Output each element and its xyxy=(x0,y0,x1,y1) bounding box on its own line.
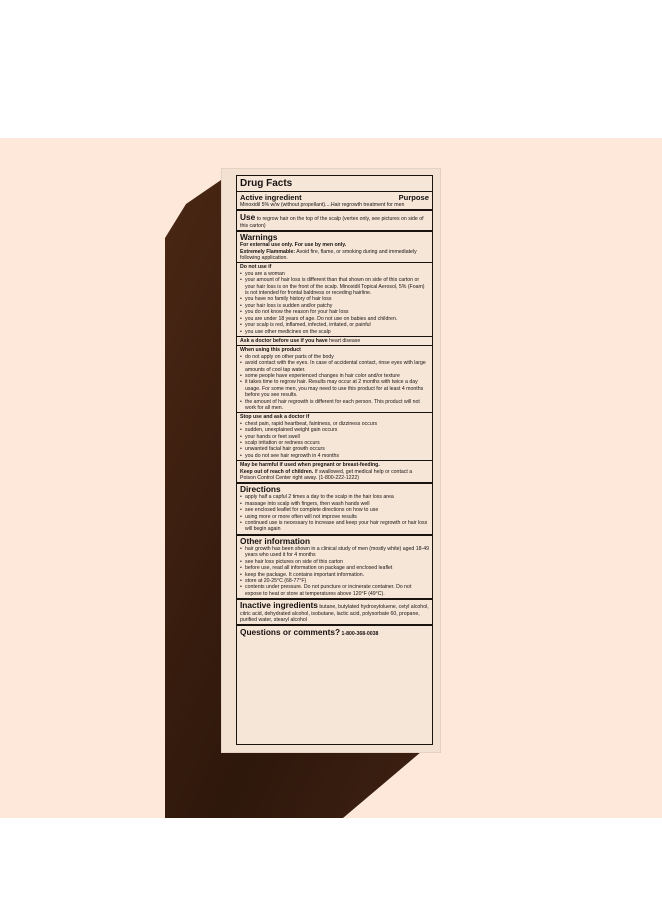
list-item: • unwanted facial hair growth occurs xyxy=(240,446,429,452)
pregnancy-warning: May be harmful if used when pregnant or breast-feeding. xyxy=(240,462,380,469)
list-item: • you have no family history of hair loss xyxy=(240,296,429,302)
inactive-ingredients-section xyxy=(240,600,429,623)
list-item: • avoid contact with the eyes. In case of accidental contact, rinse eyes with large amounts of cool tap water. xyxy=(240,360,429,373)
list-item: • you do not know the reason for your hair loss xyxy=(240,309,429,315)
drug-facts-title: Drug Facts xyxy=(240,178,293,189)
list-item: • your scalp is red, inflamed, infected, irritated, or painful xyxy=(240,322,429,328)
ask-doctor-label: Ask a doctor before use if you have xyxy=(240,337,328,344)
flammable-warning xyxy=(240,249,429,262)
list-item: • store at 20-25°C (68-77°F) xyxy=(240,578,429,584)
list-item: • the amount of hair regrowth is different for each person. This product will not work for all men. xyxy=(240,399,429,412)
children-text: If swallowed, get medical help or contact a Poison Control Center right away. (1-800-222-1222) xyxy=(240,468,413,482)
list-item: • do not apply on other parts of the body xyxy=(240,354,429,360)
inactive-ingredients-text: butane, butylated hydroxytoluene, cetyl alcohol, citric acid, dehydrated alcohol, isobutane, lactic acid, polysorbate 60, propane, purified water, stearyl alcohol xyxy=(240,604,429,623)
active-ingredient-line: Minoxidil 5% w/w (without propellant)....Hair regrowth treatment for men xyxy=(240,202,405,208)
questions-phone: 1-800-368-0038 xyxy=(341,631,379,638)
list-item: • see hair loss pictures on side of this carton xyxy=(240,559,429,565)
list-item: • it takes time to regrow hair. Results may occur at 2 months with twice a day usage. For some men, you may need to use this product for at least 4 months before you see results. xyxy=(240,379,429,398)
when-using-list xyxy=(240,354,429,412)
list-item: • you use other medicines on the scalp xyxy=(240,329,429,335)
when-using-heading: When using this product xyxy=(240,347,301,354)
list-item: • before use, read all information on package and enclosed leaflet xyxy=(240,565,429,571)
list-item: • you are a woman xyxy=(240,271,429,277)
drug-facts-panel xyxy=(236,175,433,745)
list-item: • using more or more often will not improve results xyxy=(240,514,429,520)
list-item: • hair growth has been shown in a clinical study of men (mostly white) aged 18-49 years who used it for 4 months xyxy=(240,546,429,559)
warnings-heading: Warnings xyxy=(240,232,278,243)
directions-list xyxy=(240,494,429,532)
directions-heading: Directions xyxy=(240,484,281,495)
inactive-ingredients-heading: Inactive ingredients xyxy=(240,600,318,611)
stop-use-heading: Stop use and ask a doctor if xyxy=(240,414,310,421)
list-item: • contents under pressure. Do not puncture or incinerate container. Do not expose to heat or store at temperatures above 120°F (49°C). xyxy=(240,584,429,597)
list-item: • your hair loss is sudden and/or patchy xyxy=(240,303,429,309)
other-information-list xyxy=(240,546,429,597)
list-item: • your hands or feet swell xyxy=(240,434,429,440)
list-item: • scalp irritation or redness occurs xyxy=(240,440,429,446)
external-use-warning: For external use only. For use by men only. xyxy=(240,242,347,249)
use-text: to regrow hair on the top of the scalp (vertex only, see pictures on side of this carton) xyxy=(240,216,424,229)
list-item: • sudden, unexplained weight gain occurs xyxy=(240,427,429,433)
ask-doctor-line xyxy=(240,338,429,344)
children-warning xyxy=(240,469,429,482)
list-item: • continued use is necessary to increase and keep your hair regrowth or hair loss will begin again xyxy=(240,520,429,533)
other-information-heading: Other information xyxy=(240,535,311,546)
list-item: • massage into scalp with fingers, then wash hands well xyxy=(240,501,429,507)
purpose-heading: Purpose xyxy=(398,193,429,202)
questions-heading: Questions or comments? xyxy=(240,627,341,638)
do-not-use-heading: Do not use if xyxy=(240,264,272,271)
flammable-label: Extremely Flammable: xyxy=(240,248,296,255)
flammable-text: Avoid fire, flame, or smoking during and immediately following application. xyxy=(240,248,417,262)
list-item: • apply half a capful 2 times a day to the scalp in the hair loss area xyxy=(240,494,429,500)
list-item: • see enclosed leaflet for complete directions on how to use xyxy=(240,507,429,513)
use-heading: Use xyxy=(240,212,256,223)
list-item: • chest pain, rapid heartbeat, faintness, or dizziness occurs xyxy=(240,421,429,427)
questions-section xyxy=(240,627,429,637)
list-item: • some people have experienced changes in hair color and/or texture xyxy=(240,373,429,379)
use-section xyxy=(240,212,429,229)
children-label: Keep out of reach of children. xyxy=(240,468,314,475)
active-ingredient-heading: Active ingredient xyxy=(240,193,302,202)
list-item: • you do not see hair regrowth in 4 months xyxy=(240,453,429,459)
do-not-use-list xyxy=(240,271,429,335)
list-item: • you are under 18 years of age. Do not use on babies and children. xyxy=(240,316,429,322)
stop-use-list xyxy=(240,421,429,459)
ask-doctor-text: heart disease xyxy=(329,337,361,344)
list-item: • keep the package. It contains important information. xyxy=(240,572,429,578)
list-item: • your amount of hair loss is different than that shown on side of this carton or your hair loss is on the front of the scalp. Minoxidil Topical Aerosol, 5% (Foam) is not intended for frontal baldness or receding hairline. xyxy=(240,277,429,296)
